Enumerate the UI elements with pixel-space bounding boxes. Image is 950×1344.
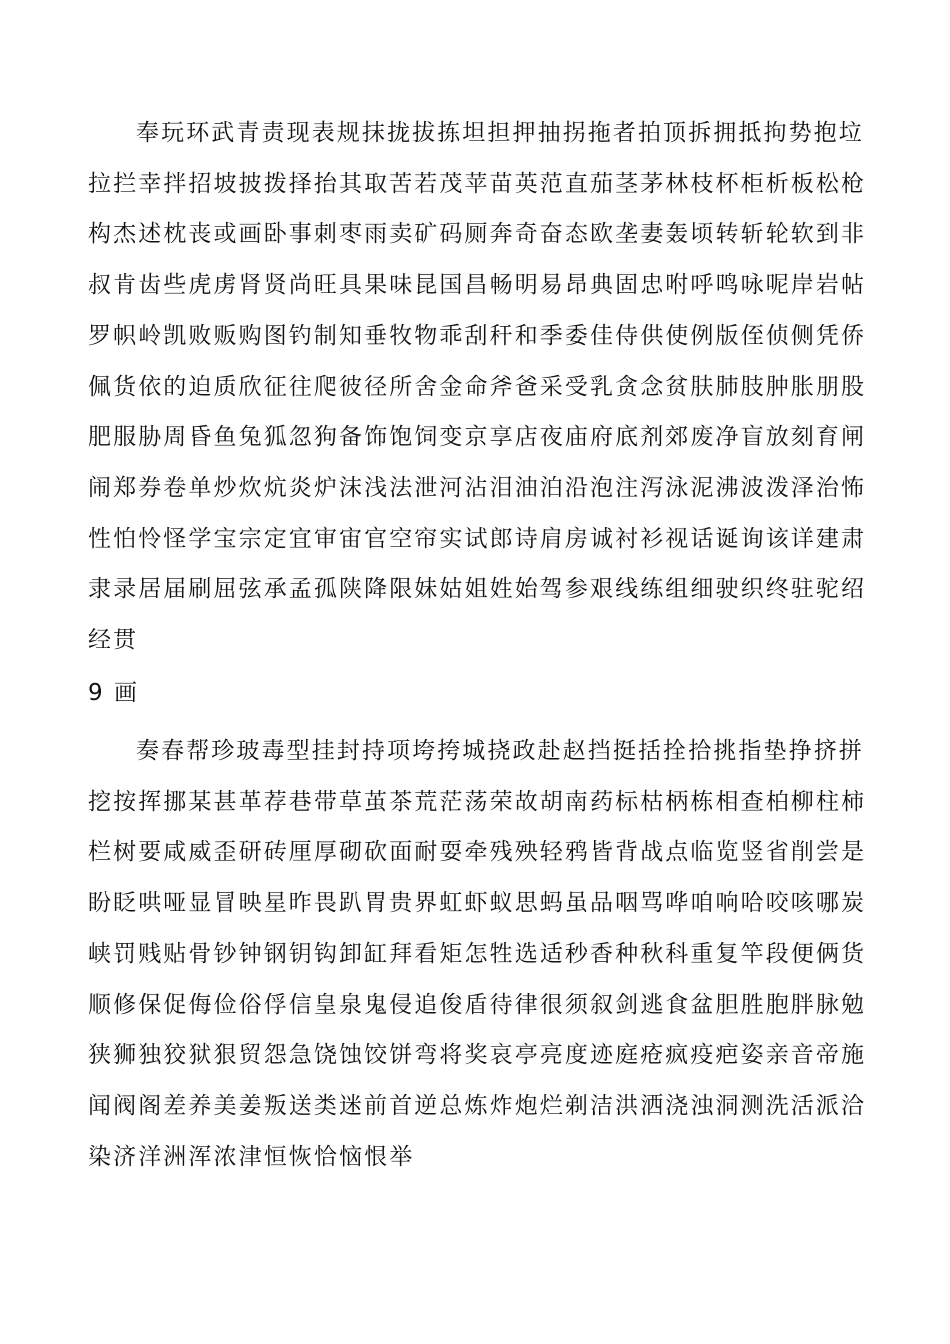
section-9-heading — [88, 675, 139, 711]
heading-label: 画 — [113, 680, 139, 706]
section-8-character-list: 奉玩环武青责现表规抹拢拔拣坦担押抽拐拖者拍顶拆拥抵拘势抱垃拉拦幸拌招坡披拨择抬其取苦若茂苹苗英范直茄茎茅林枝杯柜析板松枪构杰述枕丧或画卧事刺枣雨卖矿码厕奔奇奋态欧垄妻轰顷转斩轮软到非叔肯齿些虎虏肾贤尚旺具果味昆国昌畅明易昂典固忠咐呼鸣咏呢岸岩帖罗帜岭凯败贩购图钓制知垂牧物乖刮秆和季委佳侍供使例版侄侦侧凭侨佩货依的迫质欣征往爬彼径所舍金命斧爸采受乳贪念贫肤肺肢肿胀朋股肥服胁周昏鱼兔狐忽狗备饰饱饲变京享店夜庙府底剂郊废净盲放刻育闸闹郑券卷单炒炊炕炎炉沫浅法泄河沾泪油泊沿泡注泻泳泥沸波泼泽治怖性怕怜怪学宝宗定宜审宙官空帘实试郎诗肩房诚衬衫视话诞询该详建肃隶录居届刷屈弦承孟孤陕降限妹姑姐姓始驾参艰线练组细驶织终驻驼绍经贯 — [88, 120, 867, 654]
heading-number: 9 — [88, 680, 105, 706]
section-9-character-list: 奏春帮珍玻毒型挂封持项垮挎城挠政赴赵挡挺括拴拾挑指垫挣挤拼挖按挥挪某甚革荐巷带草茧茶荒茫荡荣故胡南药标枯柄栋相查柏柳柱柿栏树要咸威歪研砖厘厚砌砍面耐耍牵残殃轻鸦皆背战点临览竖省削尝是盼眨哄哑显冒映星昨畏趴胃贵界虹虾蚁思蚂虽品咽骂哗咱响哈咬咳哪炭峡罚贱贴骨钞钟钢钥钩卸缸拜看矩怎牲选适秒香种秋科重复竿段便俩货顺修保促侮俭俗俘信皇泉鬼侵追俊盾待律很须叙剑逃食盆胆胜胞胖脉勉狭狮独狡狱狠贸怨急饶蚀饺饼弯将奖哀亭亮度迹庭疮疯疫疤姿亲音帝施闻阀阁差养美姜叛送类迷前首逆总炼炸炮烂剃洁洪洒浇浊洞测洗活派洽染济洋洲浑浓津恒恢恰恼恨举 — [88, 738, 867, 1170]
